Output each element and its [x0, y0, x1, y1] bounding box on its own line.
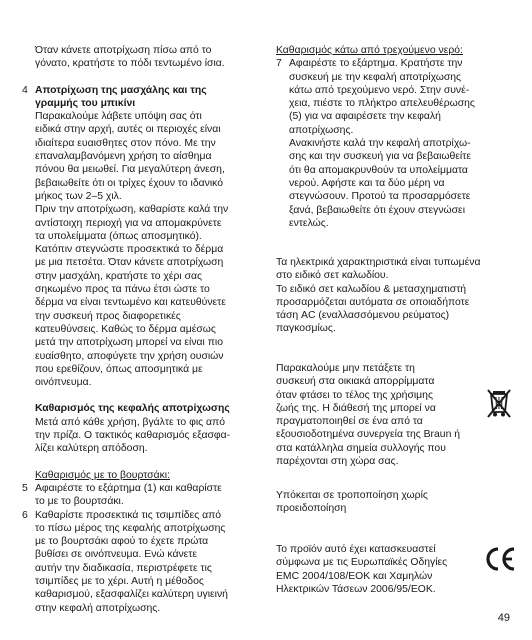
brush-section [22, 469, 267, 482]
step-5 [22, 482, 267, 509]
cleaning-body: Μετά από κάθε χρήση, βγάλτε το φις από την πρίζα. Ο τακτικός καθαρισμός εξασφα- λίζει καλύτερη απόδοση. [35, 416, 231, 455]
step-5-text: Αφαιρέστε το εξάρτημα (1) και καθαρίστε το με το βουρτσάκι. [35, 482, 222, 508]
step-4-body: Παρακαλούμε λάβετε υπόψη σας ότι ειδικά στην αρχή, αυτές οι περιοχές είναι ιδιαίτερα ευαισθητες στον πόνο. Με την επαναλαμβανόμενη χρήση το αίσθημα πόνου θα μειωθεί. Για μεγαλύτερη άνεση, βεβαιωθείτε ότι οι τρίχες έχουν το ιδανικό μήκος των 2–5 χιλ. Πριν την αποτρίχωση, καθαρίστε καλά την αντίστοιχη περιοχή για να απομακρύνετε τα υπολείμματα (όπως αποσμητικό). Κατόπιν στεγνώστε προσεκτικά το δέρμα με μια πετσέτα. Όταν κάνετε αποτρίχωση στην μασχάλη, κρατήστε το χέρι σας σηκωμένο προς τα πάνω έτσι ώστε το δέρμα να είναι τεντωμένο και κατευθύνετε την συσκευή προς διαφορετικές κατευθύνσεις. Καθώς το δέρμα αμέσως μετά την αποτρίχωση μπορεί να είναι πιο ευαίσθητο, αποφύγετε την χρήση ουσιών που ερεθίζουν, όπως αποσμητικά με οινόπνευμα. [35, 111, 229, 389]
step-4 [22, 84, 267, 390]
cleaning-title: Καθαρισμός της κεφαλής αποτρίχωσης [35, 403, 230, 415]
ce-conformity-paragraph: Το προϊόν αυτό έχει κατασκευαστεί σύμφωνα με τις Ευρωπαϊκές Οδηγίες EMC 2004/108/ΕΟΚ και Χαμηλών Ηλεκτρικών Τάσεων 2006/95/ΕΟΚ. [276, 544, 448, 595]
step-6 [22, 509, 267, 615]
step-4-number: 4 [22, 84, 28, 96]
step-7-text: Αφαιρέστε το εξάρτημα. Κρατήστε την συσκευή με την κεφαλή αποτρίχωσης κάτω από τρεχούμενο νερό. Στην συνέ- χεια, πιέστε το πλήκτρο απελευθέρωσης (5) για να αφαιρέσετε την κεφαλή αποτρίχωσης. Ανακινήστε καλά την κεφαλή αποτρίχω- σης και την συσκευή για να βεβαιωθείτε ότι θα απομακρυνθούν τα υπολείμματα νερού. Αφήστε και τα δύο μέρη να στεγνώσουν. Προτού τα προσαρμόσετε ξανά, βεβαιωθείτε ότι έχουν στεγνώσει εντελώς. [289, 58, 475, 229]
electrical-specs-paragraph: Τα ηλεκτρικά χαρακτηριστικά είναι τυπωμένα στο ειδικό σετ καλωδίου. Το ειδικό σετ καλωδίου & μετασχηματιστή προσαρμόζεται αυτόματα σε οποιαδήποτε τάση AC (εναλλασσόμενου ρεύματος) παγκοσμίως. [276, 257, 481, 335]
step-5-number: 5 [22, 482, 28, 494]
right-column [276, 44, 516, 230]
disposal-paragraph: Παρακαλούμε μην πετάξετε τη συσκευή στα οικιακά απορρίμματα όταν φτάσει το τέλος της χρήσιμης ζωής της. Η διάθεσή της μπορεί να πραγματοποιηθεί σε ένα από τα εξουσιοδοτημένα συνεργεία της Braun ή στα κατάλληλα σημεία συλλογής που παρέχονται στη χώρα σας. [276, 363, 461, 468]
intro-paragraph: Όταν κάνετε αποτρίχωση πίσω από το γόνατο, κρατήστε το πόδι τεντωμένο ίσια. [35, 45, 225, 70]
step-4-title: Αποτρίχωση της μασχάλης και της γραμμής του μπικίνι [35, 84, 207, 109]
ce-icon-wrap [484, 545, 518, 573]
step-7-number: 7 [276, 58, 282, 70]
cleaning-section [22, 402, 267, 455]
page-number: 49 [497, 612, 510, 624]
ce-mark-icon [484, 545, 518, 573]
brush-title: Καθαρισμός με το βουρτσάκι: [35, 469, 170, 481]
left-column [22, 44, 267, 615]
step-7 [276, 57, 516, 230]
step-6-number: 6 [22, 509, 28, 521]
crossed-out-wheelie-bin-icon [484, 386, 514, 420]
change-notice-paragraph: Υπόκειται σε τροποποίηση χωρίς προειδοποίηση [276, 490, 428, 515]
weee-icon-wrap [484, 386, 514, 420]
step-6-text: Καθαρίστε προσεκτικά τις τσιμπίδες από το πίσω μέρος της κεφαλής αποτρίχωσης με το βουρτσάκι αφού το έχετε πρώτα βυθίσει σε οινόπνευμα. Ενώ κάνετε αυτήν την διαδικασία, περιστρέφετε τις τσιμπίδες με το χέρι. Αυτή η μέθοδος καθαρισμού, εξασφαλίζει καλύτερη υγιεινή στην κεφαλή αποτρίχωσης. [35, 509, 228, 614]
water-cleaning-title: Καθαρισμός κάτω από τρεχούμενο νερό: [276, 45, 463, 56]
